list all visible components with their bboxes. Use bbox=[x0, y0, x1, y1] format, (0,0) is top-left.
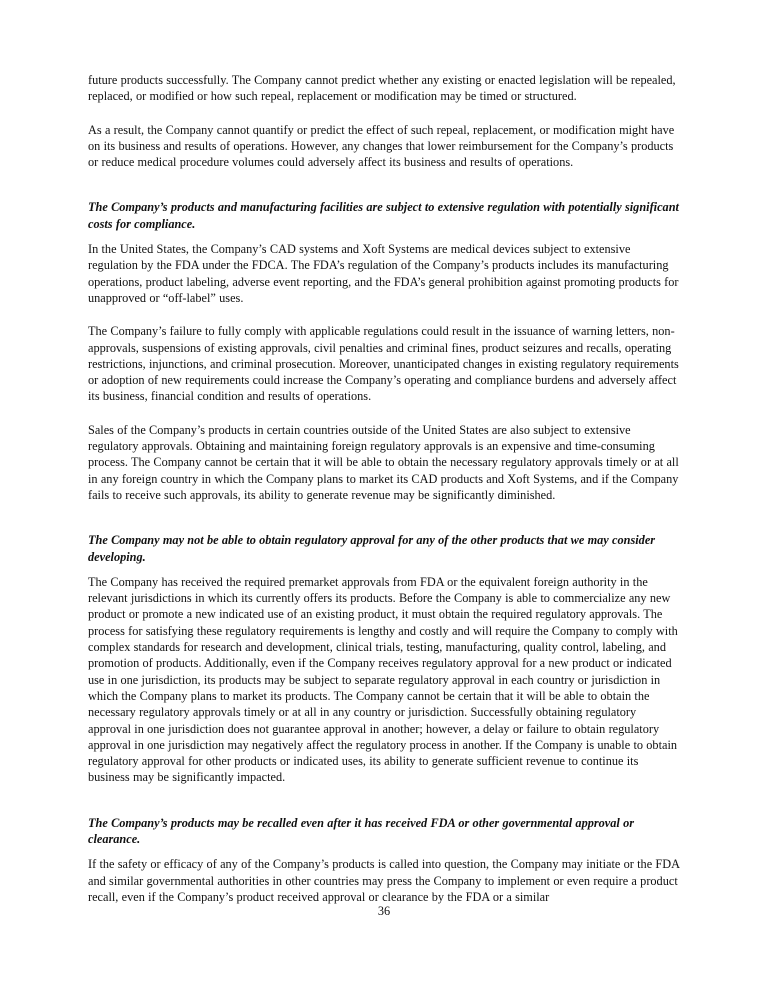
section-heading: The Company’s products and manufacturing facilities are subject to extensive regulation with potentially significant costs for compliance. bbox=[88, 200, 679, 231]
paragraph: Sales of the Company’s products in certain countries outside of the United States are also subject to extensive regulatory approvals. Obtaining and maintaining foreign regulatory approvals is an expensive and time-consuming process. The Company cannot be certain that it will be able to obtain the necessary regulatory approvals timely or at all in any foreign country in which the Company plans to market its CAD products and Xoft Systems, and if the Company fails to receive such approvals, its ability to generate revenue may be significantly diminished. bbox=[88, 422, 679, 502]
paragraph: As a result, the Company cannot quantify or predict the effect of such repeal, replacement, or modification might have on its business and results of operations. However, any changes that lower reimbursement for the Company’s products or reduce medical procedure volumes could adversely affect its business and results of operations. bbox=[88, 122, 675, 170]
section-heading: The Company may not be able to obtain regulatory approval for any of the other products that we may consider developing. bbox=[88, 533, 656, 564]
paragraph: The Company’s failure to fully comply with applicable regulations could result in the issuance of warning letters, non-approvals, suspensions of existing approvals, civil penalties and criminal fines, product seizures and recalls, operating restrictions, injunctions, and criminal prosecution. Moreover, unanticipated changes in existing regulatory requirements or adoption of new requirements could increase the Company’s operating and compliance burdens and adversely affect its business, financial condition and results of operations. bbox=[88, 324, 679, 404]
paragraph: The Company has received the required premarket approvals from FDA or the equivalent foreign authority in the relevant jurisdictions in which its currently offers its products. Before the Company is able to commercialize any new product or promote a new indicated use of an existing product, it must obtain the required regulatory approvals. The process for satisfying these regulatory requirements is lengthy and costly and will require the Company to comply with complex standards for research and development, clinical trials, testing, manufacturing, quality control, labeling, and promotion of products. Additionally, even if the Company receives regulatory approval for a new product or indicated use in one jurisdiction, its products may be subject to separate regulatory approval in each country or jurisdiction in which the Company plans to market its products. The Company cannot be certain that it will be able to obtain the necessary regulatory approvals timely or at all in any country or jurisdiction. Successfully obtaining regulatory approval in one jurisdiction does not guarantee approval in another; however, a delay or failure to obtain regulatory approval in one jurisdiction may negatively affect the regulatory process in another. If the Company is unable to obtain regulatory approval for other products or indicated uses, its ability to generate sufficient revenue to continue its business may be significantly impacted. bbox=[88, 574, 678, 785]
paragraph: In the United States, the Company’s CAD systems and Xoft Systems are medical devices subject to extensive regulation by the FDA under the FDCA. The FDA’s regulation of the Company’s products includes its manufacturing operations, product labeling, adverse event reporting, and the FDA’s general prohibition against promoting products for unapproved or “off-label” uses. bbox=[88, 242, 679, 305]
document-body bbox=[88, 72, 682, 922]
paragraph: future products successfully. The Company cannot predict whether any existing or enacted legislation will be repealed, replaced, or modified or how such repeal, replacement or modification may be timed or structured. bbox=[88, 73, 676, 104]
section-heading: The Company’s products may be recalled even after it has received FDA or other governmental approval or clearance. bbox=[88, 815, 635, 846]
paragraph: If the safety or efficacy of any of the Company’s products is called into question, the Company may initiate or the FDA and similar governmental authorities in other countries may press the Company to implement or even require a product recall, even if the Company’s product received approval or clearance by the FDA or a similar bbox=[88, 857, 680, 904]
page-number: 36 bbox=[377, 904, 391, 918]
